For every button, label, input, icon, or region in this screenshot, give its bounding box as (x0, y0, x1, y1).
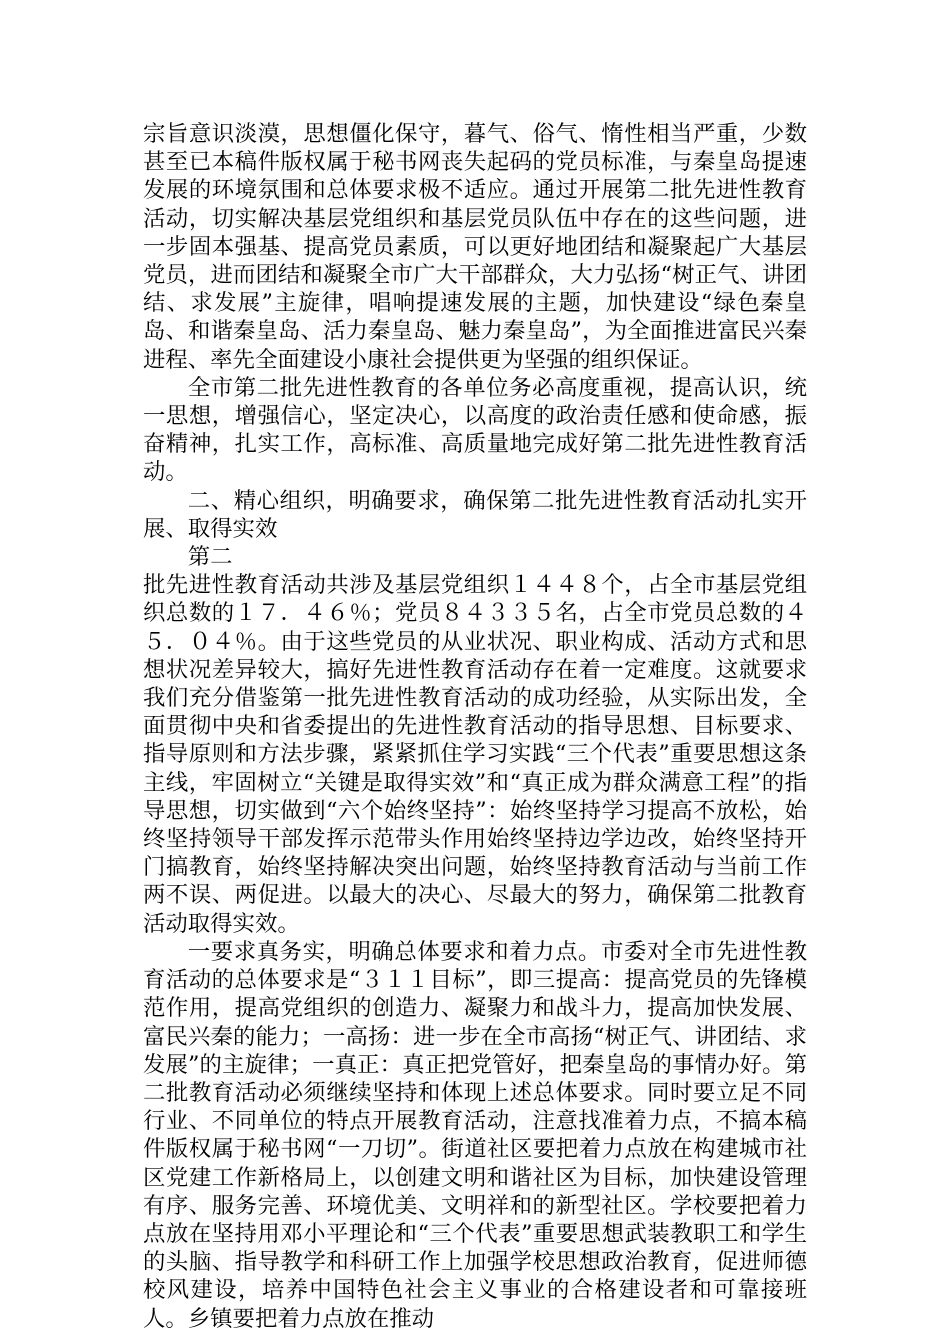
paragraph-2: 全市第二批先进性教育的各单位务必高度重视，提高认识，统一思想，增强信心，坚定决心，以高度的政治责任感和使命感，振奋精神，扎实工作，高标准、高质量地完成好第二批先进性教育活动。 (143, 374, 807, 486)
section-heading: 二、精心组织，明确要求，确保第二批先进性教育活动扎实开展、取得实效 (143, 487, 807, 542)
paragraph-3: 批先进性教育活动共涉及基层党组织１４４８个，占全市基层党组织总数的１７．４６％；党员８４３３５名，占全市党员总数的４５．０４％。由于这些党员的从业状况、职业构成、活动方式和思想状况差异较大，搞好先进性教育活动存在着一定难度。这就要求我们充分借鉴第一批先进性教育活动的成功经验，从实际出发，全面贯彻中央和省委提出的先进性教育活动的指导思想、目标要求、指导原则和方法步骤，紧紧抓住学习实践“三个代表”重要思想这条主线，牢固树立“关键是取得实效”和“真正成为群众满意工程”的指导思想，切实做到“六个始终坚持”：始终坚持学习提高不放松，始终坚持领导干部发挥示范带头作用始终坚持边学边改，始终坚持开门搞教育，始终坚持解决突出问题，始终坚持教育活动与当前工作两不误、两促进。以最大的决心、尽最大的努力，确保第二批教育活动取得实效。 (143, 572, 807, 937)
paragraph-1: 宗旨意识淡漠，思想僵化保守，暮气、俗气、惰性相当严重，少数甚至已本稿件版权属于秘书网丧失起码的党员标准，与秦皇岛提速发展的环境氛围和总体要求极不适应。通过开展第二批先进性教育活动，切实解决基层党组织和基层党员队伍中存在的这些问题，进一步固本强基、提高党员素质，可以更好地团结和凝聚起广大基层党员，进而团结和凝聚全市广大干部群众，大力弘扬“树正气、讲团结、求发展”主旋律，唱响提速发展的主题，加快建设“绿色秦皇岛、和谐秦皇岛、活力秦皇岛、魅力秦皇岛”，为全面推进富民兴秦进程、率先全面建设小康社会提供更为坚强的组织保证。 (143, 121, 807, 373)
document-page (143, 120, 807, 1333)
paragraph-3-lead: 第二 (187, 544, 233, 571)
paragraph-4: 一要求真务实，明确总体要求和着力点。市委对全市先进性教育活动的总体要求是“３１１目标”，即三提高：提高党员的先锋模范作用，提高党组织的创造力、凝聚力和战斗力，提高加快发展、富民兴秦的能力；一高扬：进一步在全市高扬“树正气、讲团结、求发展”的主旋律；一真正：真正把党管好，把秦皇岛的事情办好。第二批教育活动必须继续坚持和体现上述总体要求。同时要立足不同行业、不同单位的特点开展教育活动，注意找准着力点，不搞本稿件版权属于秘书网“一刀切”。街道社区要把着力点放在构建城市社区党建工作新格局上，以创建文明和谐社区为目标，加快建设管理有序、服务完善、环境优美、文明祥和的新型社区。学校要把着力点放在坚持用邓小平理论和“三个代表”重要思想武装教职工和学生的头脑、指导教学和科研工作上加强学校思想政治教育，促进师德校风建设，培养中国特色社会主义事业的合格建设者和可靠接班人。乡镇要把着力点放在推动 (143, 938, 807, 1332)
